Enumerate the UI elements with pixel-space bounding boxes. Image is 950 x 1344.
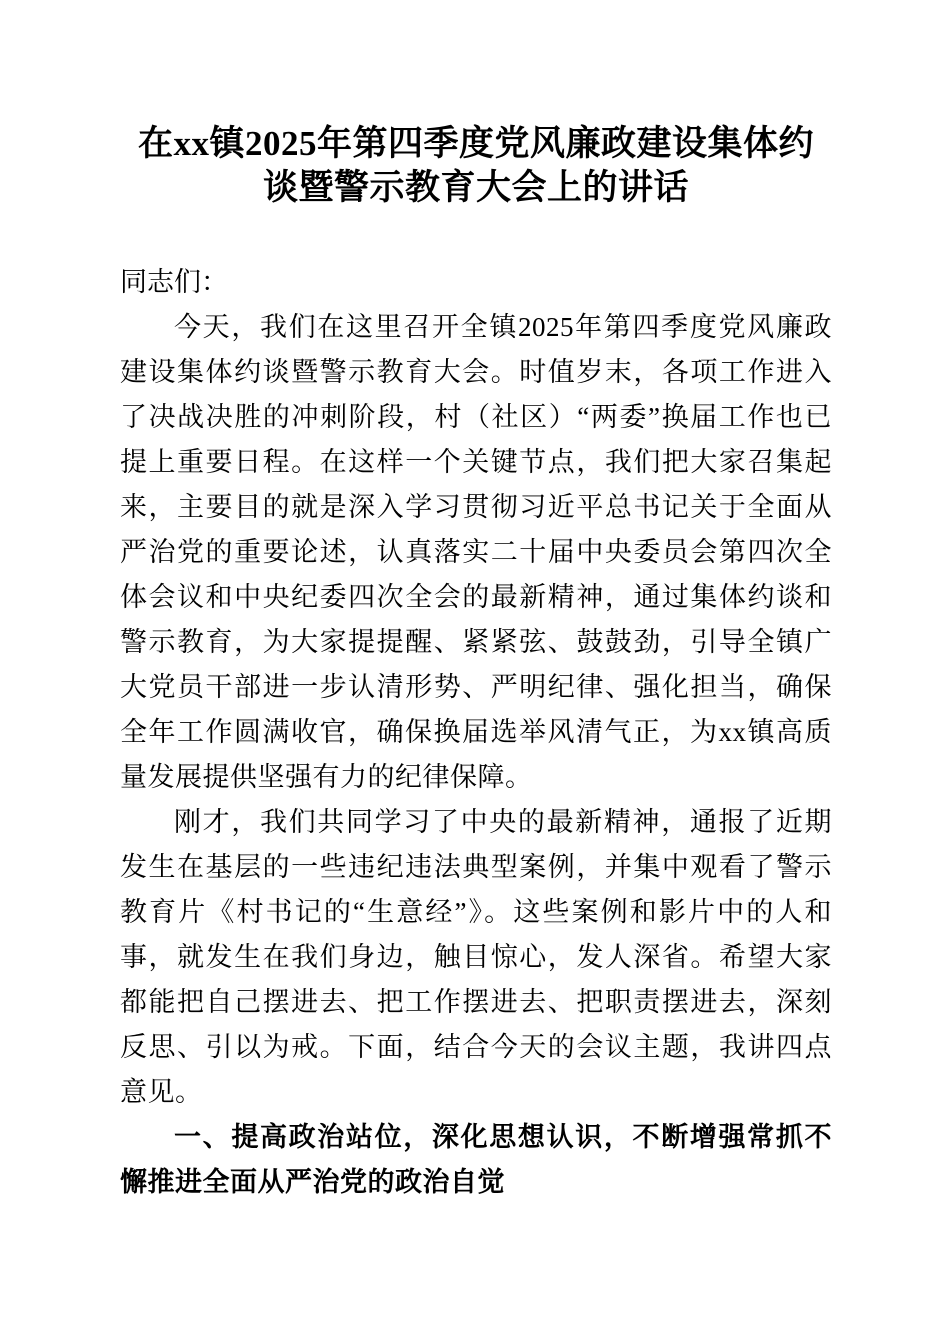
document-title: 在xx镇2025年第四季度党风廉政建设集体约谈暨警示教育大会上的讲话 <box>137 124 814 207</box>
salutation: 同志们： <box>120 267 228 297</box>
paragraph-review: 刚才，我们共同学习了中央的最新精神，通报了近期发生在基层的一些违纪违法典型案例，并集中观看了警示教育片《村书记的“生意经”》。这些案例和影片中的人和事，就发生在我们身边，触目惊心，发人深省。希望大家都能把自己摆进去、把工作摆进去、把职责摆进去，深刻反思、引以为戒。下面，结合今天的会议主题，我讲四点意见。 <box>120 807 832 1107</box>
section-heading-1: 一、提高政治站位，深化思想认识，不断增强常抓不懈推进全面从严治党的政治自觉 <box>120 1122 832 1197</box>
paragraph-opening: 今天，我们在这里召开全镇2025年第四季度党风廉政建设集体约谈暨警示教育大会。时值岁末，各项工作进入了决战决胜的冲刺阶段，村（社区）“两委”换届工作也已提上重要日程。在这样一个关键节点，我们把大家召集起来，主要目的就是深入学习贯彻习近平总书记关于全面从严治党的重要论述，认真落实二十届中央委员会第四次全体会议和中央纪委四次全会的最新精神，通过集体约谈和警示教育，为大家提提醒、紧紧弦、鼓鼓劲，引导全镇广大党员干部进一步认清形势、严明纪律、强化担当，确保全年工作圆满收官，确保换届选举风清气正，为xx镇高质量发展提供坚强有力的纪律保障。 <box>120 312 832 792</box>
